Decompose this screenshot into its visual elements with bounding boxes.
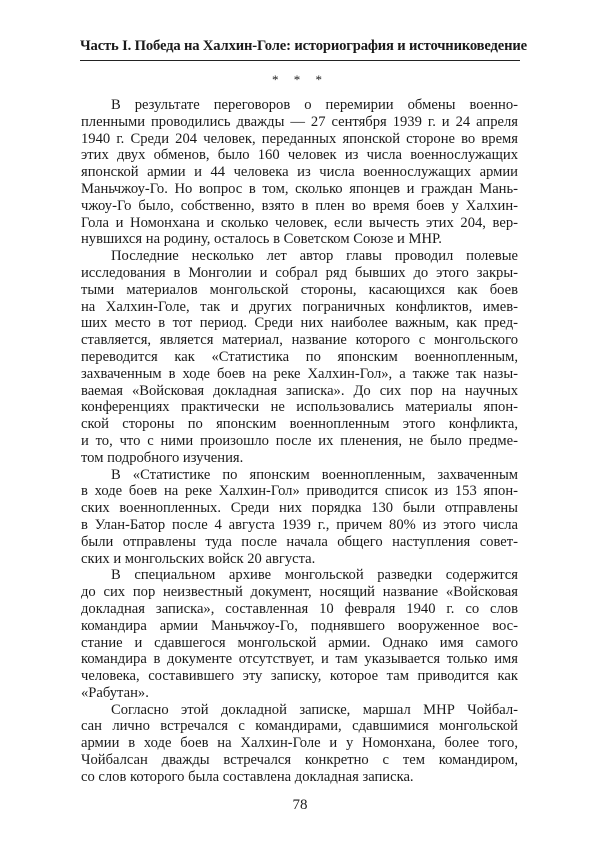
text-line: в ходе боев на реке Халхин-Гол» приводится список из 153 япон-	[81, 483, 518, 500]
text-line: В результате переговоров о перемирии обмены военно-	[111, 97, 518, 113]
text-line: командира армии Маньчжоу-Го, поднявшего вооруженное вос-	[81, 617, 518, 634]
running-header: Часть I. Победа на Халхин-Голе: историография и источниковедение	[80, 38, 527, 54]
text-line: чжоу-Го было, собственно, взято в плен во время боев у Халхин-	[81, 197, 518, 214]
text-line: ставляется, является материал, название которого с монгольского	[81, 332, 518, 349]
text-line: захваченным в ходе боев на реке Халхин-Гол», а также так назы-	[81, 365, 518, 382]
text-line: Маньчжоу-Го. Но вопрос в том, сколько японцев и граждан Мань-	[81, 180, 518, 197]
text-line: 1940 г. Среди 204 человек, переданных японской стороне во время	[81, 130, 518, 147]
text-line: в Улан-Батор после 4 августа 1939 г., причем 80% из этого числа	[81, 516, 518, 533]
text-line: ской стороны по японским военнопленным этого конфликта,	[81, 416, 518, 433]
text-line: Гола и Номонхана и сколько человек, если вычесть этих 204, вер-	[81, 214, 518, 231]
text-line: на Халхин-Голе, так и других пограничных конфликтов, имев-	[81, 298, 518, 315]
section-separator: * * *	[272, 72, 328, 87]
text-line: «Рабутан».	[81, 684, 149, 701]
text-line: В специальном архиве монгольской разведки содержится	[111, 567, 518, 584]
text-line: были отправлены туда после начала общего наступления совет-	[81, 533, 518, 550]
page-number: 78	[292, 797, 308, 813]
header-rule	[80, 60, 520, 61]
text-line: со слов которого была составлена докладная записка.	[81, 768, 414, 785]
text-line: ских и монгольских войск 20 августа.	[81, 550, 316, 567]
paragraph	[81, 248, 518, 466]
paragraph	[81, 467, 518, 568]
text-line: Согласно этой докладной записке, маршал МНР Чойбал-	[111, 701, 518, 718]
text-line: нувшихся на родину, осталось в Советском Союзе и МНР.	[81, 231, 442, 248]
text-line: до сих пор неизвестный документ, носящий название «Войсковая	[81, 584, 518, 601]
text-line: сан лично встречался с командирами, сдавшимися монгольской	[81, 718, 518, 735]
text-line: докладная записка», составленная 10 февраля 1940 г. со слов	[81, 600, 518, 617]
text-line: командира в документе отсутствует, и там указывается только имя	[81, 651, 518, 668]
text-line: армии в ходе боев на Халхин-Голе и у Номонхана, более того,	[81, 735, 518, 752]
paragraph	[81, 567, 518, 701]
text-line: исследования в Монголии и собрал ряд бывших до этого закры-	[81, 264, 518, 281]
text-line: тыми материалов монгольской стороны, касающихся как боев	[81, 281, 518, 298]
text-line: пленными проводились дважды — 27 сентября 1939 г. и 24 апреля	[81, 113, 518, 130]
text-line: человека, составившего эту записку, которое там приводится как	[81, 668, 518, 685]
text-line: В «Статистике по японским военнопленным, захваченным	[111, 466, 518, 483]
text-line: японской армии и 44 человека из числа военнослужащих армии	[81, 164, 518, 181]
text-line: переводится как «Статистика по японским военнопленным,	[81, 348, 518, 365]
text-line: ских военнопленных. Среди них порядка 130 были отправлены	[81, 500, 518, 517]
body-text	[81, 97, 518, 786]
text-line: том подробного изучения.	[81, 449, 244, 466]
paragraph	[81, 97, 518, 248]
text-line: этих двух обменов, было 160 человек из числа военнослужащих	[81, 147, 518, 164]
text-line: стание и сдавшегося монгольской армии. Однако имя самого	[81, 634, 518, 651]
paragraph	[81, 702, 518, 786]
text-line: и то, что с ними произошло после их пленения, не было предме-	[81, 432, 518, 449]
text-line: ших место в тот период. Среди них наиболее важным, как пред-	[81, 315, 518, 332]
text-line: ваемая «Войсковая докладная записка». До сих пор на научных	[81, 382, 518, 399]
text-line: Последние несколько лет автор главы проводил полевые	[111, 248, 518, 265]
text-line: конференциях практически не использовались материалы япон-	[81, 399, 518, 416]
text-line: Чойбалсан дважды встречался конкретно с тем командиром,	[81, 752, 518, 769]
